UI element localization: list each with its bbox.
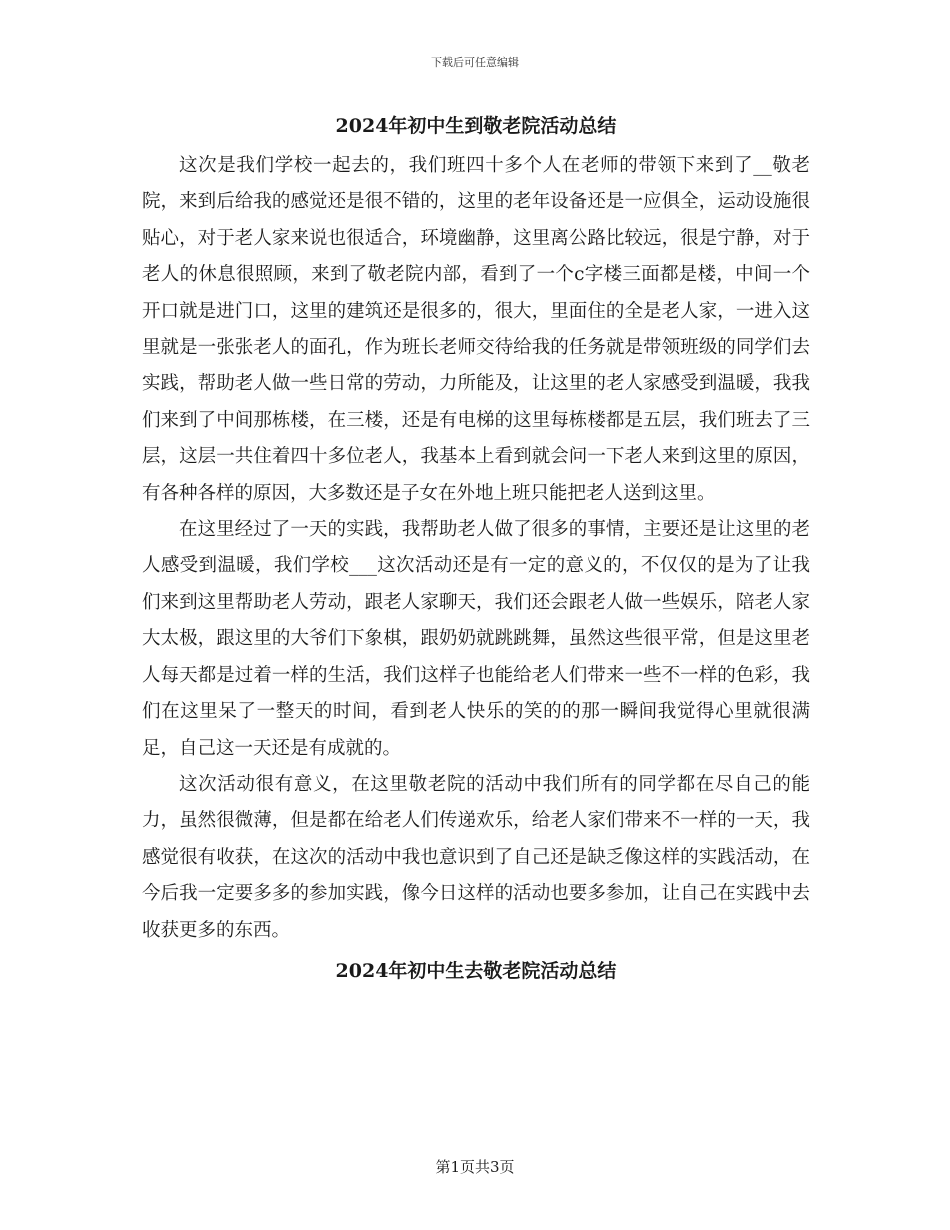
document-body — [142, 112, 810, 985]
paragraph-1: 这次是我们学校一起去的，我们班四十多个人在老师的带领下来到了__敬老院，来到后给我的感觉还是很不错的，这里的老年设备还是一应俱全，运动设施很贴心，对于老人家来说也很适合，环境幽静，这里离公路比较远，很是宁静，对于老人的休息很照顾，来到了敬老院内部，看到了一个c字楼三面都是楼，中间一个开口就是进门口，这里的建筑还是很多的，很大，里面住的全是老人家，一进入这里就是一张张老人的面孔，作为班长老师交待给我的任务就是带领班级的同学们去实践，帮助老人做一些日常的劳动，力所能及，让这里的老人家感受到温暖，我我们来到了中间那栋楼，在三楼，还是有电梯的这里每栋楼都是五层，我们班去了三层，这层一共住着四十多位老人，我基本上看到就会问一下老人来到这里的原因，有各种各样的原因，大多数还是子女在外地上班只能把老人送到这里。 — [142, 155, 810, 504]
paragraph-2: 在这里经过了一天的实践，我帮助老人做了很多的事情，主要还是让这里的老人感受到温暖，我们学校___这次活动还是有一定的意义的，不仅仅的是为了让我们来到这里帮助老人劳动，跟老人家聊天，我们还会跟老人做一些娱乐，陪老人家大太极，跟这里的大爷们下象棋，跟奶奶就跳跳舞，虽然这些很平常，但是这里老人每天都是过着一样的生活，我们这样子也能给老人们带来一些不一样的色彩，我们在这里呆了一整天的时间，看到老人快乐的笑的的那一瞬间我觉得心里就很满足，自己这一天还是有成就的。 — [142, 519, 810, 759]
document-title: 2024年初中生到敬老院活动总结 — [335, 115, 617, 137]
second-document-title: 2024年初中生去敬老院活动总结 — [335, 959, 617, 982]
page-number: 第1页共3页 — [435, 1158, 515, 1176]
page-header-note: 下载后可任意编辑 — [431, 56, 519, 69]
paragraph-3: 这次活动很有意义，在这里敬老院的活动中我们所有的同学都在尽自己的能力，虽然很微薄，但是都在给老人们传递欢乐，给老人家们带来不一样的一天，我感觉很有收获，在这次的活动中我也意识到了自己还是缺乏像这样的实践活动，在今后我一定要多多的参加实践，像今日这样的活动也要多参加，让自己在实践中去收获更多的东西。 — [142, 773, 810, 941]
